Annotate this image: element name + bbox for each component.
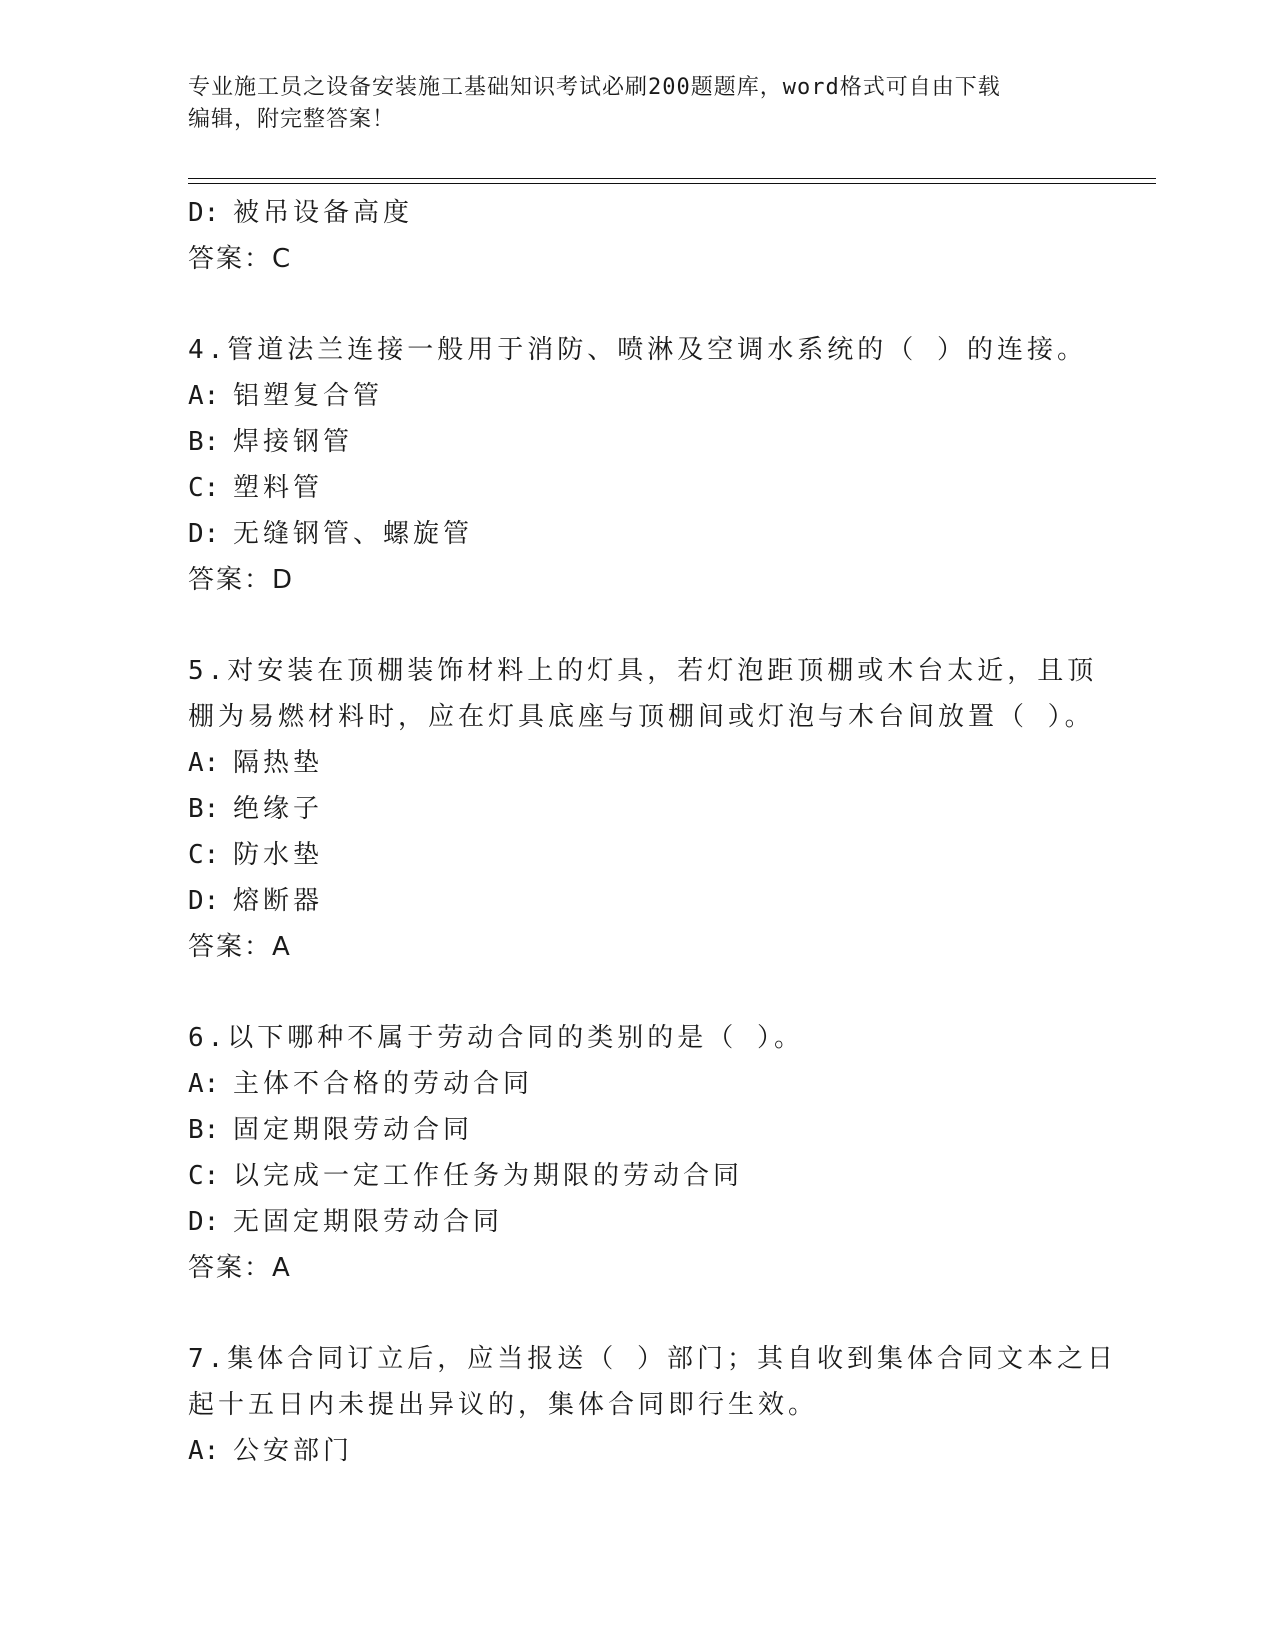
option-key: A: xyxy=(188,1436,220,1466)
option-text: 绝缘子 xyxy=(233,794,324,824)
option-d xyxy=(188,190,1088,236)
option-a xyxy=(188,740,1088,786)
option-key: C: xyxy=(188,473,220,503)
option-b xyxy=(188,1107,1088,1153)
question-stem-line1: 7.集体合同订立后，应当报送（ ）部门；其自收到集体合同文本之日 xyxy=(188,1344,1117,1374)
option-text: 焊接钢管 xyxy=(233,427,354,457)
option-b xyxy=(188,786,1088,832)
option-key: B: xyxy=(188,427,220,457)
option-text: 无固定期限劳动合同 xyxy=(233,1207,504,1237)
option-a xyxy=(188,373,1088,419)
header-divider-bottom xyxy=(188,183,1156,184)
document-header xyxy=(188,72,1088,136)
option-key: D: xyxy=(188,198,220,228)
option-c xyxy=(188,1153,1088,1199)
option-key: B: xyxy=(188,1115,220,1145)
option-text: 熔断器 xyxy=(233,886,324,916)
option-text: 塑料管 xyxy=(233,473,324,503)
question-stem-line2: 棚为易燃材料时，应在灯具底座与顶棚间或灯泡与木台间放置（ ）。 xyxy=(188,702,1095,732)
question-4 xyxy=(188,327,1088,603)
question-stem: 6.以下哪种不属于劳动合同的类别的是（ ）。 xyxy=(188,1023,804,1053)
option-d xyxy=(188,511,1088,557)
question-stem-line1: 5.对安装在顶棚装饰材料上的灯具，若灯泡距顶棚或木台太近，且顶 xyxy=(188,656,1098,686)
option-a xyxy=(188,1061,1088,1107)
option-key: A: xyxy=(188,748,220,778)
option-key: D: xyxy=(188,519,220,549)
option-b xyxy=(188,419,1088,465)
option-key: C: xyxy=(188,840,220,870)
option-text: 以完成一定工作任务为期限的劳动合同 xyxy=(233,1161,744,1191)
question-stem-line2: 起十五日内未提出异议的，集体合同即行生效。 xyxy=(188,1390,819,1420)
answer-line: 答案：A xyxy=(188,932,292,962)
question-stem: 4.管道法兰连接一般用于消防、喷淋及空调水系统的（ ）的连接。 xyxy=(188,335,1087,365)
option-key: A: xyxy=(188,1069,220,1099)
option-text: 固定期限劳动合同 xyxy=(233,1115,474,1145)
header-title-line2: 编辑，附完整答案！ xyxy=(188,107,396,132)
option-text: 隔热垫 xyxy=(233,748,324,778)
option-key: A: xyxy=(188,381,220,411)
header-divider-top xyxy=(188,178,1156,179)
answer-line: 答案：D xyxy=(188,565,295,595)
option-text: 被吊设备高度 xyxy=(233,198,414,228)
option-d xyxy=(188,878,1088,924)
option-c xyxy=(188,465,1088,511)
question-list xyxy=(188,190,1117,1474)
question-7 xyxy=(188,1336,1117,1474)
option-c xyxy=(188,832,1088,878)
question-6 xyxy=(188,1015,1088,1291)
option-text: 公安部门 xyxy=(233,1436,354,1466)
option-key: D: xyxy=(188,1207,220,1237)
option-text: 主体不合格的劳动合同 xyxy=(233,1069,534,1099)
question-5 xyxy=(188,648,1098,970)
option-text: 防水垫 xyxy=(233,840,324,870)
answer-line: 答案：A xyxy=(188,1253,292,1283)
option-key: D: xyxy=(188,886,220,916)
option-key: B: xyxy=(188,794,220,824)
option-a xyxy=(188,1428,1088,1474)
option-d xyxy=(188,1199,1088,1245)
option-text: 铝塑复合管 xyxy=(233,381,384,411)
header-title-line1: 专业施工员之设备安装施工基础知识考试必刷200题题库，word格式可自由下载 xyxy=(188,75,1001,100)
answer-line: 答案：C xyxy=(188,244,293,274)
option-key: C: xyxy=(188,1161,220,1191)
option-text: 无缝钢管、螺旋管 xyxy=(233,519,474,549)
